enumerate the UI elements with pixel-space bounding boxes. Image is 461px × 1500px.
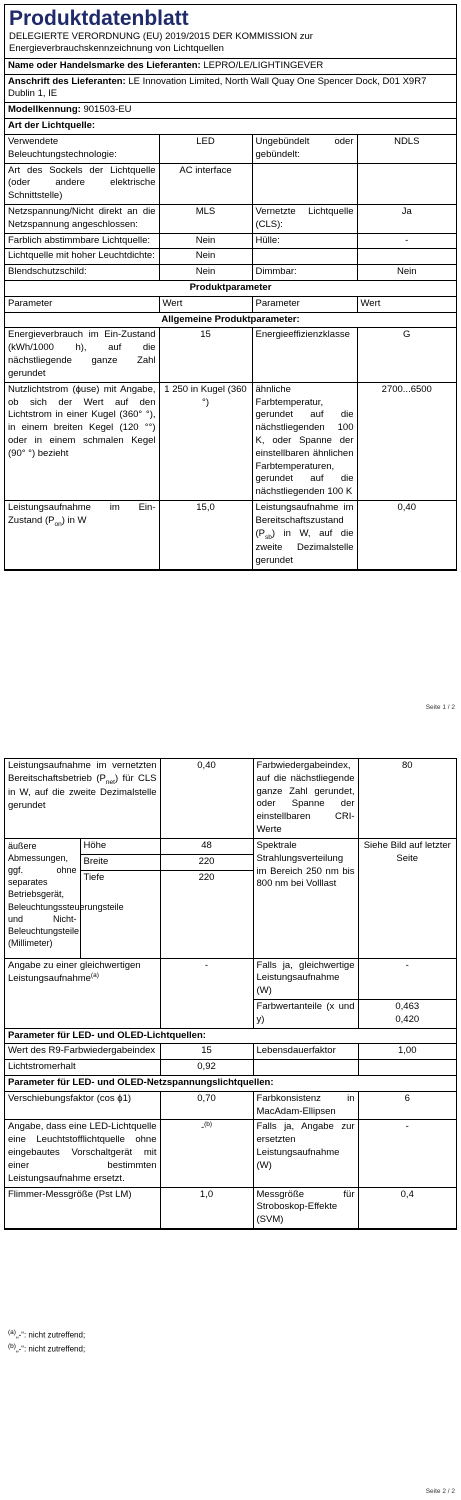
footnotes	[4, 1328, 85, 1357]
param-value: 15,0	[159, 501, 252, 570]
table-header-row	[5, 296, 456, 312]
param-label: Leistungsaufnahme im Ein-Zustand $(P_{on})$ in W	[5, 501, 159, 570]
dimension-depth-label: Tiefe	[80, 870, 160, 958]
param-label: Energieverbrauch im Ein-Zustand (kWh/1000 h), auf die nächstliegende ganze Zahl gerundet	[5, 328, 159, 382]
general-params-title: Allgemeine Produktparameter:	[5, 312, 456, 328]
param-value: 1,0	[160, 1187, 253, 1228]
param-value: 6	[358, 1091, 456, 1120]
dimension-width-label: Breite	[80, 854, 160, 870]
type-label: Blendschutzschild:	[5, 265, 159, 281]
param-label: Wert des R9-Farbwiedergabeindex	[5, 1044, 160, 1060]
param-value: -	[358, 958, 456, 999]
model-value: 901503-EU	[83, 104, 132, 116]
param-value: 2700...6500	[357, 382, 456, 500]
table-row	[5, 1091, 456, 1120]
product-params-title: Produktparameter	[5, 281, 456, 297]
column-header: Parameter	[252, 296, 357, 312]
regulation-subtitle: DELEGIERTE VERORDNUNG (EU) 2019/2015 DER KOMMISSION zur Energieverbrauchskennzeichnung von Lichtquellen	[9, 31, 313, 55]
param-value: 0,70	[160, 1091, 253, 1120]
type-value: Nein	[159, 233, 252, 249]
param-value: 15	[159, 328, 252, 382]
param-value	[358, 1060, 456, 1076]
type-value: AC interface	[159, 163, 252, 204]
model-row	[5, 103, 456, 119]
model-label: Modellkennung:	[8, 104, 81, 116]
table-row	[5, 135, 456, 163]
param-label: Farbwertanteile (x und y)	[253, 999, 358, 1028]
type-value: LED	[159, 135, 252, 163]
type-value: -	[357, 233, 456, 249]
footnote-b: $^{(b)}$„-“: nicht zutreffend;	[8, 1343, 86, 1355]
dimension-depth-value: 220	[160, 870, 253, 958]
param-label: Farbwiedergabeindex, auf die nächstliegende ganze Zahl gerundet, oder Spanne der einstellbaren CRI-Werte	[253, 759, 358, 838]
dimension-height-value: 48	[160, 838, 253, 854]
param-label: ähnliche Farbtemperatur, gerundet auf die nächstliegenden 100 K, oder Spanne der einstellbaren ähnlichen Farbtemperaturen, gerundet auf die nächstliegenden 100 K	[252, 382, 357, 500]
table-row	[5, 958, 456, 999]
param-label: Spektrale Strahlungsverteilung im Bereich 250 nm bis 800 nm bei Volllast	[253, 838, 358, 958]
table-row	[5, 1028, 456, 1044]
supplier-name-value: LEPRO/LE/LIGHTINGEVER	[203, 59, 324, 71]
page-1	[0, 0, 461, 720]
type-label: Netzspannung/Nicht direkt an die Netzspannung angeschlossen:	[5, 204, 159, 233]
type-label: Hülle:	[252, 233, 357, 249]
param-label: Leistungsaufnahme im Bereitschaftszustand $(P_{sb})$ in W, auf die zweite Dezimalstelle gerundet	[252, 501, 357, 570]
param-value: 1 250 in Kugel (360 °)	[159, 382, 252, 500]
type-value: Ja	[357, 204, 456, 233]
param-label: Flimmer-Messgröße (Pst LM)	[5, 1187, 160, 1228]
table-row	[5, 759, 456, 838]
table-row	[5, 1187, 456, 1228]
dimensions-label: äußere Abmessungen, ggf. ohne separates Betriebsgerät, Beleuchtungssteuerungsteile und Nicht-Beleuchtungsteile (Millimeter)	[5, 838, 80, 958]
param-value: Siehe Bild auf letzter Seite	[358, 838, 456, 958]
table-row	[5, 1076, 456, 1092]
column-header: Wert	[159, 296, 252, 312]
type-value: MLS	[159, 204, 252, 233]
table-row	[5, 1060, 456, 1076]
dimension-width-value: 220	[160, 854, 253, 870]
type-value	[357, 249, 456, 265]
page-2	[0, 750, 461, 1500]
datasheet-frame-2	[4, 758, 457, 1230]
footnote-a: $^{(a)}$„-“: nicht zutreffend;	[8, 1329, 86, 1340]
param-value: 1,00	[358, 1044, 456, 1060]
param-label: Falls ja, Angabe zur ersetzten Leistungsaufnahme (W)	[253, 1120, 358, 1187]
type-value	[357, 163, 456, 204]
param-value: G	[357, 328, 456, 382]
param-label: Nutzlichtstrom (ϕuse) mit Angabe, ob sich der Wert auf den Lichtstrom in einer Kugel (360° °), in einem breiten Kegel (120 °°) oder in einem schmalen Kegel (90° °) bezieht	[5, 382, 159, 500]
page-number: Seite 1 / 2	[425, 704, 455, 711]
table-row	[5, 838, 456, 854]
table-row	[5, 382, 456, 500]
table-row	[5, 249, 456, 265]
table-row	[5, 1120, 456, 1187]
dimension-height-label: Höhe	[80, 838, 160, 854]
param-label: Verschiebungsfaktor (cos ϕ1)	[5, 1091, 160, 1120]
param-value: -$^{(b)}$	[160, 1120, 253, 1187]
param-value: 80	[358, 759, 456, 838]
table-row	[5, 233, 456, 249]
type-value: Nein	[357, 265, 456, 281]
supplier-address-label: Anschrift des Lieferanten:	[8, 75, 126, 87]
table-row	[5, 204, 456, 233]
table-row	[5, 501, 456, 570]
supplier-address-value: LE Innovation Limited, North Wall Quay One Spencer Dock, D01 X9R7 Dublin 1, IE	[8, 75, 427, 100]
type-table	[5, 135, 456, 570]
type-label: Verwendete Beleuchtungstechnologie:	[5, 135, 159, 163]
datasheet-frame-1	[4, 4, 457, 571]
type-value: NDLS	[357, 135, 456, 163]
page-gap	[0, 720, 461, 750]
column-header: Parameter	[5, 296, 159, 312]
table-row	[5, 1044, 456, 1060]
param-label: Farbkonsistenz in MacAdam-Ellipsen	[253, 1091, 358, 1120]
param-label: Lebensdauerfaktor	[253, 1044, 358, 1060]
supplier-address-row	[5, 75, 456, 104]
param-label: Angabe zu einer gleichwertigen Leistungsaufnahme$^{(a)}$	[5, 958, 160, 1028]
params-table-2	[5, 759, 456, 1229]
param-value: 0,40	[160, 759, 253, 838]
supplier-name-label: Name oder Handelsmarke des Lieferanten:	[8, 59, 201, 71]
table-row	[5, 312, 456, 328]
table-row	[5, 265, 456, 281]
column-header: Wert	[357, 296, 456, 312]
param-value: 0,92	[160, 1060, 253, 1076]
page-number: Seite 2 / 2	[425, 1488, 455, 1495]
param-label: Falls ja, gleichwertige Leistungsaufnahme (W)	[253, 958, 358, 999]
supplier-name-row	[5, 59, 456, 75]
type-section-title: Art der Lichtquelle:	[5, 119, 456, 135]
table-row	[5, 163, 456, 204]
type-label: Art des Sockels der Lichtquelle (oder andere elektrische Schnittstelle)	[5, 163, 159, 204]
led-params-title: Parameter für LED- und OLED-Lichtquellen:	[5, 1028, 456, 1044]
type-label: Vernetzte Lichtquelle (CLS):	[252, 204, 357, 233]
type-value: Nein	[159, 265, 252, 281]
type-label: Ungebündelt oder gebündelt:	[252, 135, 357, 163]
table-row	[5, 281, 456, 297]
param-label	[253, 1060, 358, 1076]
param-value: -	[160, 958, 253, 1028]
type-label	[252, 249, 357, 265]
title-block	[5, 5, 456, 59]
param-value: 0,463 0,420	[358, 999, 456, 1028]
mls-params-title: Parameter für LED- und OLED-Netzspannungslichtquellen:	[5, 1076, 456, 1092]
page-title: Produktdatenblatt	[9, 7, 189, 30]
type-label: Lichtquelle mit hoher Leuchtdichte:	[5, 249, 159, 265]
param-label: Messgröße für Stroboskop-Effekte (SVM)	[253, 1187, 358, 1228]
type-label	[252, 163, 357, 204]
type-label: Farblich abstimmbare Lichtquelle:	[5, 233, 159, 249]
param-value: 0,4	[358, 1187, 456, 1228]
table-row	[5, 328, 456, 382]
param-label: Angabe, dass eine LED-Lichtquelle eine Leuchtstofflichtquelle ohne eingebautes Vorschaltgerät mit einer bestimmten Leistungsaufnahme ersetzt.	[5, 1120, 160, 1187]
param-value: 15	[160, 1044, 253, 1060]
param-label: Leistungsaufnahme im vernetzten Bereitschaftsbetrieb $(P_{net})$ für CLS in W, auf die zweite Dezimalstelle gerundet	[5, 759, 160, 838]
param-value: -	[358, 1120, 456, 1187]
param-label: Energieeffizienzklasse	[252, 328, 357, 382]
type-value: Nein	[159, 249, 252, 265]
param-value: 0,40	[357, 501, 456, 570]
type-label: Dimmbar:	[252, 265, 357, 281]
param-label: Lichtstromerhalt	[5, 1060, 160, 1076]
